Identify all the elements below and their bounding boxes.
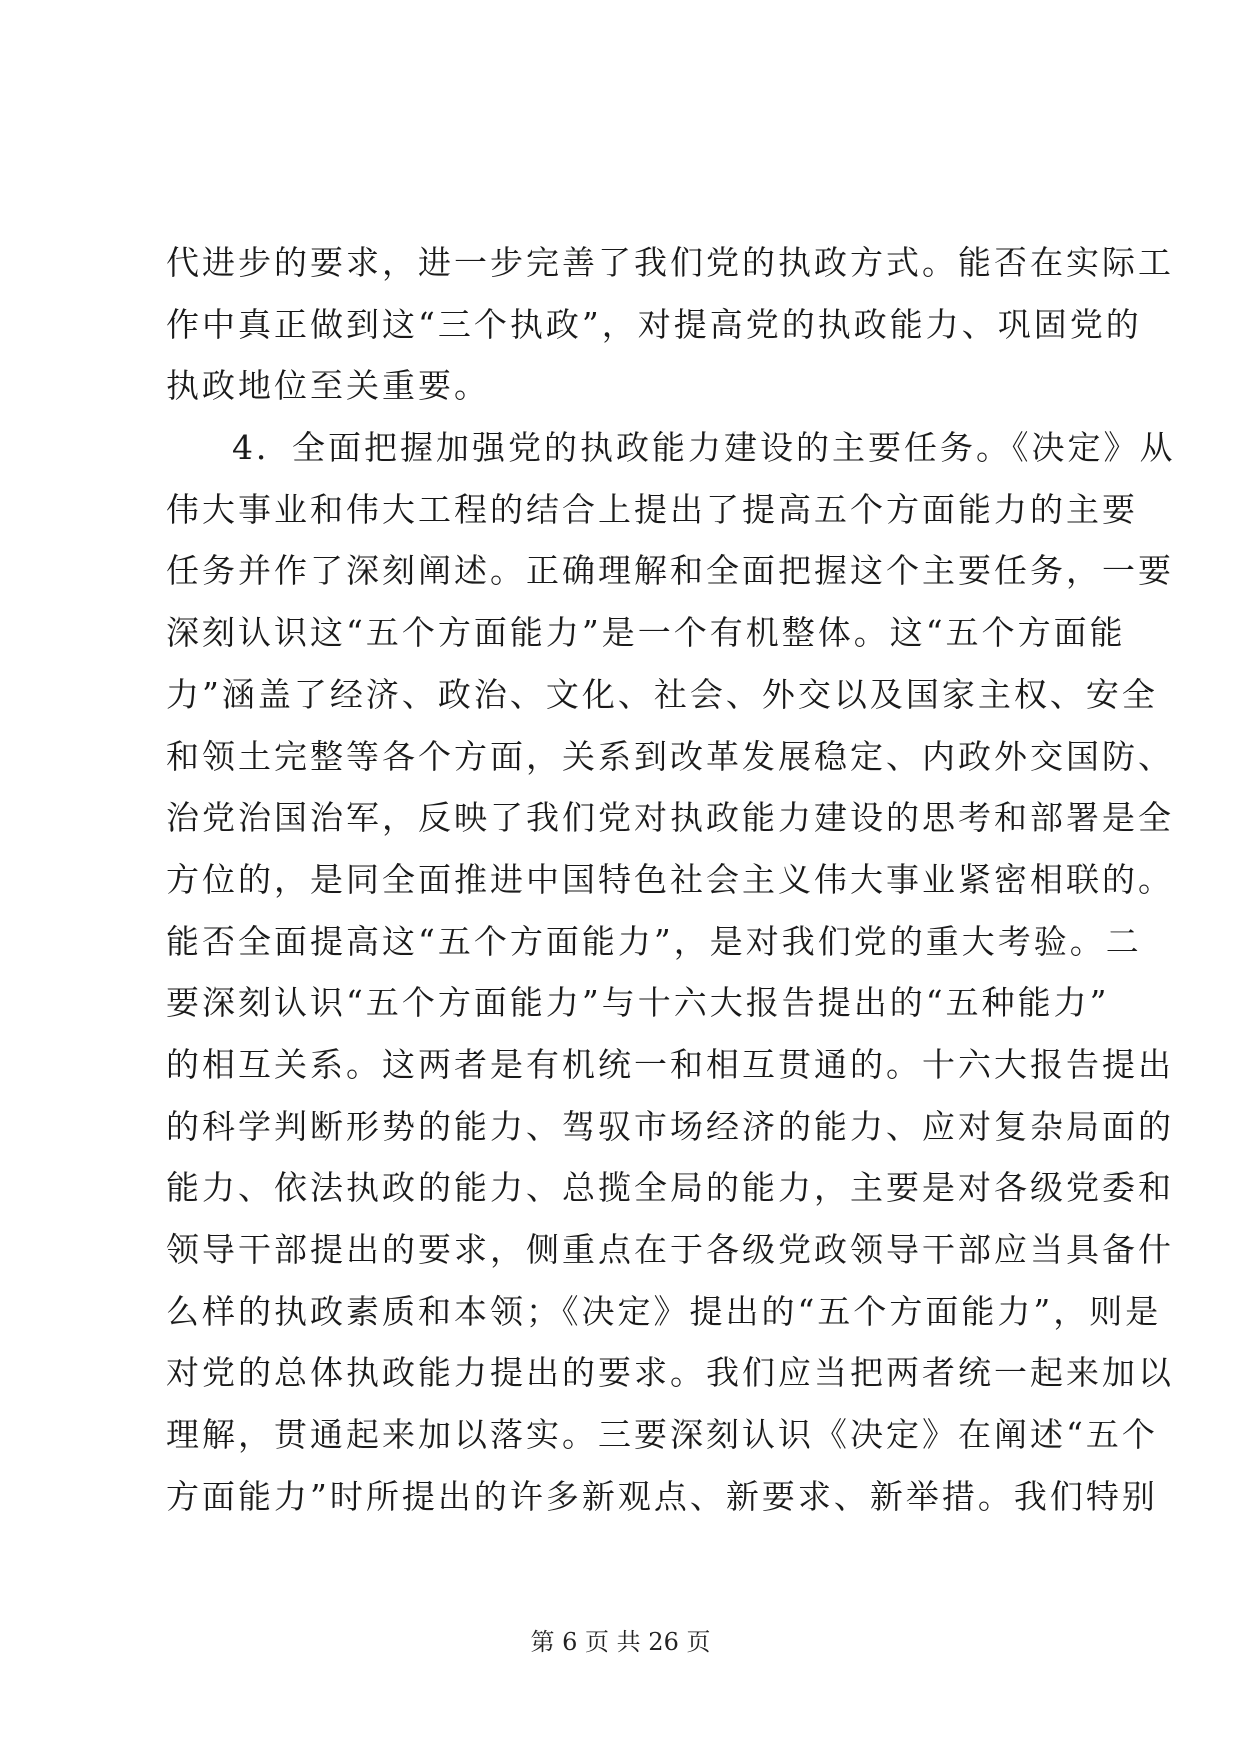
text-line: 和领土完整等各个方面，关系到改革发展稳定、内政外交国防、 — [166, 736, 1174, 776]
text-line: 代进步的要求，进一步完善了我们党的执政方式。能否在实际工 — [166, 243, 1174, 282]
text-line: 方位的，是同全面推进中国特色社会主义伟大事业紧密相联的。 — [166, 859, 1174, 899]
text-line: 理解，贯通起来加以落实。三要深刻认识《决定》在阐述“五个 — [166, 1415, 1158, 1455]
text-line: 任务并作了深刻阐述。正确理解和全面把握这个主要任务，一要 — [166, 551, 1174, 591]
text-line: 能否全面提高这“五个方面能力”，是对我们党的重大考验。二 — [166, 921, 1142, 961]
text-line: 的科学判断形势的能力、驾驭市场经济的能力、应对复杂局面的 — [166, 1106, 1174, 1146]
text-line: 领导干部提出的要求，侧重点在于各级党政领导干部应当具备什 — [166, 1230, 1174, 1269]
text-line: 么样的执政素质和本领；《决定》提出的“五个方面能力”，则是 — [166, 1291, 1162, 1331]
text-line: 作中真正做到这“三个执政”，对提高党的执政能力、巩固党的 — [166, 304, 1142, 344]
text-line: 方面能力”时所提出的许多新观点、新要求、新举措。我们特别 — [166, 1476, 1158, 1516]
text-line: 对党的总体执政能力提出的要求。我们应当把两者统一起来加以 — [166, 1353, 1174, 1393]
text-line: 深刻认识这“五个方面能力”是一个有机整体。这“五个方面能 — [166, 613, 1126, 653]
text-line: 的相互关系。这两者是有机统一和相互贯通的。十六大报告提出 — [166, 1044, 1174, 1084]
text-line: 要深刻认识“五个方面能力”与十六大报告提出的“五种能力” — [166, 983, 1110, 1023]
page-number-footer: 第 6 页 共 26 页 — [530, 1628, 711, 1656]
body-text — [166, 232, 1176, 1527]
text-line: 治党治国治军，反映了我们党对执政能力建设的思考和部署是全 — [166, 798, 1174, 838]
text-line: 能力、依法执政的能力、总揽全局的能力，主要是对各级党委和 — [166, 1168, 1174, 1208]
text-line: 执政地位至关重要。 — [166, 366, 490, 406]
text-line: 力”涵盖了经济、政治、文化、社会、外交以及国家主权、安全 — [166, 674, 1158, 714]
text-line: 伟大事业和伟大工程的结合上提出了提高五个方面能力的主要 — [166, 489, 1138, 529]
paragraph-start-line: 4．全面把握加强党的执政能力建设的主要任务。《决定》从 — [232, 428, 1176, 468]
